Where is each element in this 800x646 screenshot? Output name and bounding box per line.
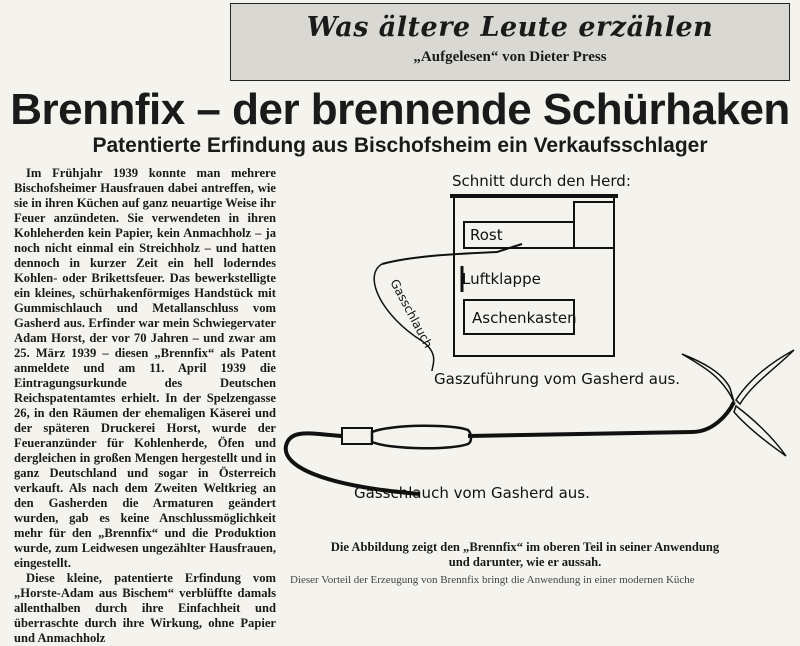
label-luftklappe: Luftklappe — [462, 270, 541, 288]
label-gasschlauch-bottom: Gasschlauch vom Gasherd aus. — [354, 484, 590, 502]
label-rost: Rost — [470, 226, 503, 244]
body-paragraph-1: Im Frühjahr 1939 konnte man mehrere Bischofsheimer Hausfrauen dabei antreffen, wie sie in ihren Küchen auf ganz neuartige Weise ihr Feuer anzündeten. Sie verwendeten in ihren Kohleherden kein Papier, kein Anmachholz – ja noch nicht einmal ein Streichholz – und hatten dennoch in kurzer Zeit ein hell loderndes Kohlen- oder Brikettsfeuer. Das bewerkstelligte ein kleines, schürhakenförmiges Handstück mit Gummischlauch und Metallanschluss vom Gasherd aus. Erfinder war mein Schwiegervater Adam Horst, der vor 70 Jahren – und zwar am 25. März 1939 – diesen „Brennfix“ als Patent anmeldete und am 11. April 1939 die Eintragungsurkunde des Deutschen Reichspatentamtes erhielt. In der Spelzengasse 26, in den Räumen der ehemaligen Käserei und der späteren Druckerei Horst, wurde der Feueranzünder für Kohlenherde, Öfen und dergleichen in großen Mengen hergestellt und in ganz Deutschland und sogar in Österreich verkauft. Als nach dem Zweiten Weltkrieg an den Gasherden die Armaturen geändert wurden, gab es keine Anschlussmöglichkeit mehr für den „Brennfix“ und die Produktion wurde, zum Leidwesen ungezählter Hausfrauen, eingestellt. — [14, 166, 276, 570]
caption-line-1: Die Abbildung zeigt den „Brennfix“ im oberen Teil in seiner Anwendung — [330, 540, 720, 554]
label-gaszufuehrung: Gaszuführung vom Gasherd aus. — [434, 370, 681, 388]
flame-right — [736, 350, 794, 404]
article-body-column — [14, 166, 276, 645]
next-column-fragment: Dieser Vorteil der Erzeugung von Brennfix bringt die Anwendung in einer modernen Küche — [290, 574, 695, 586]
series-title: Was ältere Leute erzählen — [306, 12, 714, 43]
label-section-title: Schnitt durch den Herd: — [452, 172, 631, 190]
article-subheadline: Patentierte Erfindung aus Bischofsheim ein Verkaufsschlager — [92, 134, 708, 157]
label-gasschlauch-vertical: Gasschlauch — [387, 276, 436, 351]
brennfix-coupling — [342, 428, 372, 444]
flame-left — [682, 354, 734, 402]
figure-caption — [300, 540, 750, 570]
flame-lower — [734, 406, 786, 456]
series-header-box — [230, 3, 790, 81]
body-paragraph-2: Diese kleine, patentierte Erfindung vom „Horste-Adam aus Bischem“ verblüffte damals allenthalben durch ihre Einfachheit und überraschte durch ihre Wirkung, ohne Papier und Anmachholz — [14, 571, 276, 645]
label-aschenkasten: Aschenkasten — [472, 309, 577, 327]
article-headline: Brennfix – der brennende Schürhaken — [10, 85, 790, 134]
illustration-drawing — [282, 166, 796, 536]
brennfix-handle — [372, 426, 471, 449]
gas-hose-vertical — [374, 264, 434, 371]
brennfix-illustration — [282, 166, 796, 536]
caption-line-2: und darunter, wie er aussah. — [448, 555, 602, 569]
brennfix-rod — [468, 402, 734, 436]
series-byline: „Aufgelesen“ von Dieter Press — [413, 49, 607, 65]
